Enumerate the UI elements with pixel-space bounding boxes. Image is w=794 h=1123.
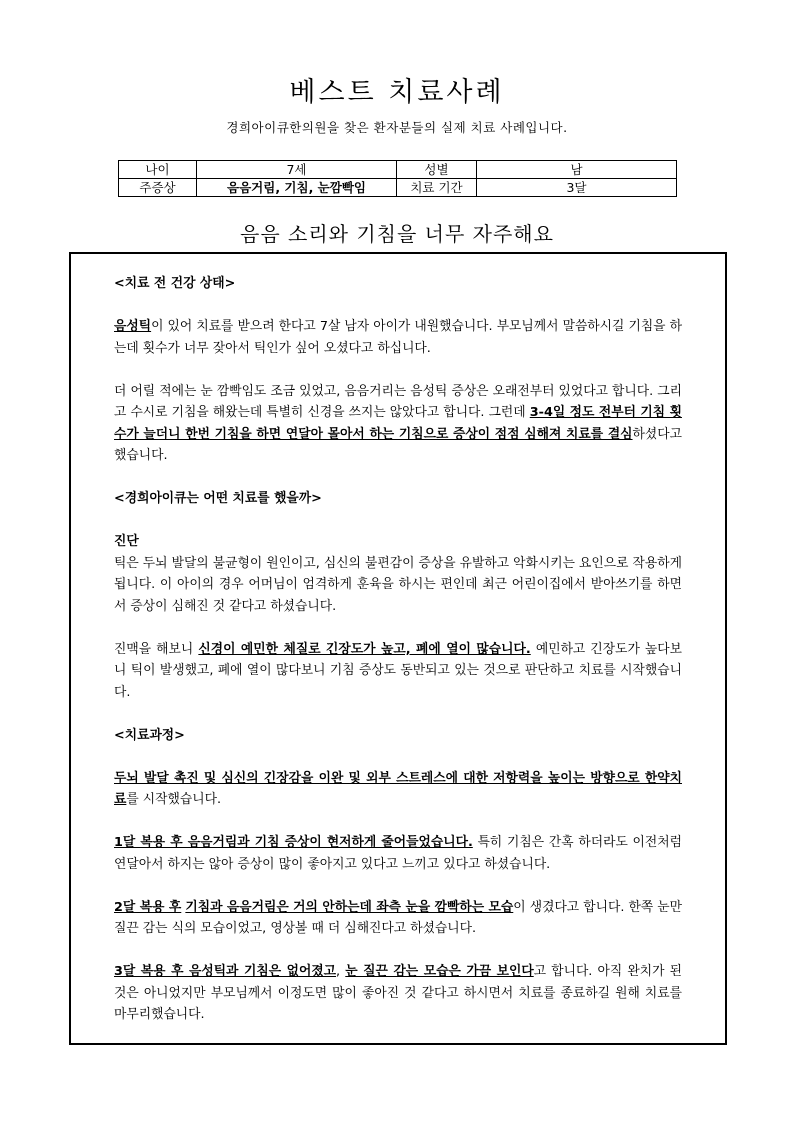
case-content xyxy=(114,273,682,1026)
table-row xyxy=(119,179,677,197)
highlight-text: 눈 질끈 감는 모습은 가끔 보인다 xyxy=(345,964,534,979)
body-text: 하셨다고 했습니다. xyxy=(114,426,682,463)
body-text: 더 어릴 적에는 눈 깜빡임도 조금 있었고, 음음거리는 음성틱 증상은 오래전부터 있었다고 합니다. 그리고 수시로 기침을 해왔는데 특별히 신경을 쓰지는 않았다고 합니다. 그런데 xyxy=(114,383,682,420)
patient-info-table xyxy=(118,160,677,197)
highlight-text: 음성틱 xyxy=(114,319,152,334)
section-heading-treatment: <경희아이큐는 어떤 치료를 했을까> xyxy=(114,491,322,506)
paragraph: 틱은 두뇌 발달의 불균형이 원인이고, 심신의 불편감이 증상을 유발하고 악화시키는 요인으로 작용하게 됩니다. 이 아이의 경우 어머님이 엄격하게 훈육을 하시는 편인데 최근 어린이집에서 받아쓰기를 하면서 증상이 심해진 것 같다고 하셨습니다. xyxy=(114,555,683,614)
period-value: 3달 xyxy=(477,179,677,197)
symptom-value: 음음거림, 기침, 눈깜빡임 xyxy=(197,179,397,197)
highlight-text: 2달 복용 후 xyxy=(114,899,182,915)
table-row xyxy=(119,161,677,179)
sex-label: 성별 xyxy=(397,161,477,179)
highlight-text: 3달 복용 후 음성틱과 기침은 없어졌고 xyxy=(114,964,337,979)
page-subtitle: 경희아이큐한의원을 찾은 환자분들의 실제 치료 사례입니다. xyxy=(226,120,568,135)
paragraph xyxy=(114,316,682,359)
body-text: 특히 기침은 간혹 하더라도 이전처럼 연달아서 하지는 않아 증상이 많이 좋아지고 있다고 느끼고 있다고 하셨습니다. xyxy=(114,835,683,872)
paragraph xyxy=(114,639,682,704)
section-heading-process: <치료과정> xyxy=(114,727,185,743)
highlight-text: 3-4일 정도 전부터 기침 횟수가 늘더니 한번 기침을 하면 연달아 몰아서 하는 기침으로 증상이 점점 심해져 치료를 결심 xyxy=(114,405,682,442)
page-title: 베스트 치료사례 xyxy=(289,77,505,108)
paragraph xyxy=(114,381,682,467)
paragraph xyxy=(114,897,682,940)
highlight-text: 기침과 음음거림은 거의 안하는데 좌측 눈을 깜빡하는 모습 xyxy=(185,899,514,915)
highlight-text: 1달 복용 후 음음거림과 기침 증상이 현저하게 줄어들었습니다. xyxy=(114,835,473,850)
body-text: 예민하고 긴장도가 높다보니 틱이 발생했고, 폐에 열이 많다보니 기침 증상도 동반되고 있는 것으로 판단하고 치료를 시작했습니다. xyxy=(114,641,682,700)
body-text: , xyxy=(336,964,346,979)
paragraph xyxy=(114,832,682,875)
age-label: 나이 xyxy=(119,161,197,179)
paragraph xyxy=(114,961,682,1026)
body-text: 이 생겼다고 합니다. 한쪽 눈만 질끈 감는 식의 모습이었고, 영상볼 때 더 심해진다고 하셨습니다. xyxy=(114,899,682,936)
age-value: 7세 xyxy=(197,161,397,179)
highlight-text: 신경이 예민한 체질로 긴장도가 높고, 폐에 열이 많습니다. xyxy=(198,641,531,657)
highlight-text: 두뇌 발달 촉진 및 심신의 긴장감을 이완 및 외부 스트레스에 대한 저항력을 높이는 방향으로 한약치료 xyxy=(114,770,682,807)
case-headline: 음음 소리와 기침을 너무 자주해요 xyxy=(240,222,554,246)
sex-value: 남 xyxy=(477,161,677,179)
body-text: 고 합니다. 아직 완치가 된 것은 아니었지만 부모님께서 이정도면 많이 좋아진 것 같다고 하시면서 치료를 종료하길 원해 치료를 마무리했습니다. xyxy=(114,964,683,1022)
body-text: 이 있어 치료를 받으려 한다고 7살 남자 아이가 내원했습니다. 부모님께서 말씀하시길 기침을 하는데 횟수가 너무 잦아서 틱인가 싶어 오셨다고 하십니다. xyxy=(114,319,682,356)
period-label: 치료 기간 xyxy=(397,179,477,197)
body-text: 를 시작했습니다. xyxy=(126,792,222,807)
subheading-diagnosis: 진단 xyxy=(114,534,139,549)
section-heading-before-treatment: <치료 전 건강 상태> xyxy=(114,276,236,291)
symptom-label: 주증상 xyxy=(119,179,197,197)
paragraph xyxy=(114,768,682,811)
body-text: 진맥을 해보니 xyxy=(114,641,199,657)
